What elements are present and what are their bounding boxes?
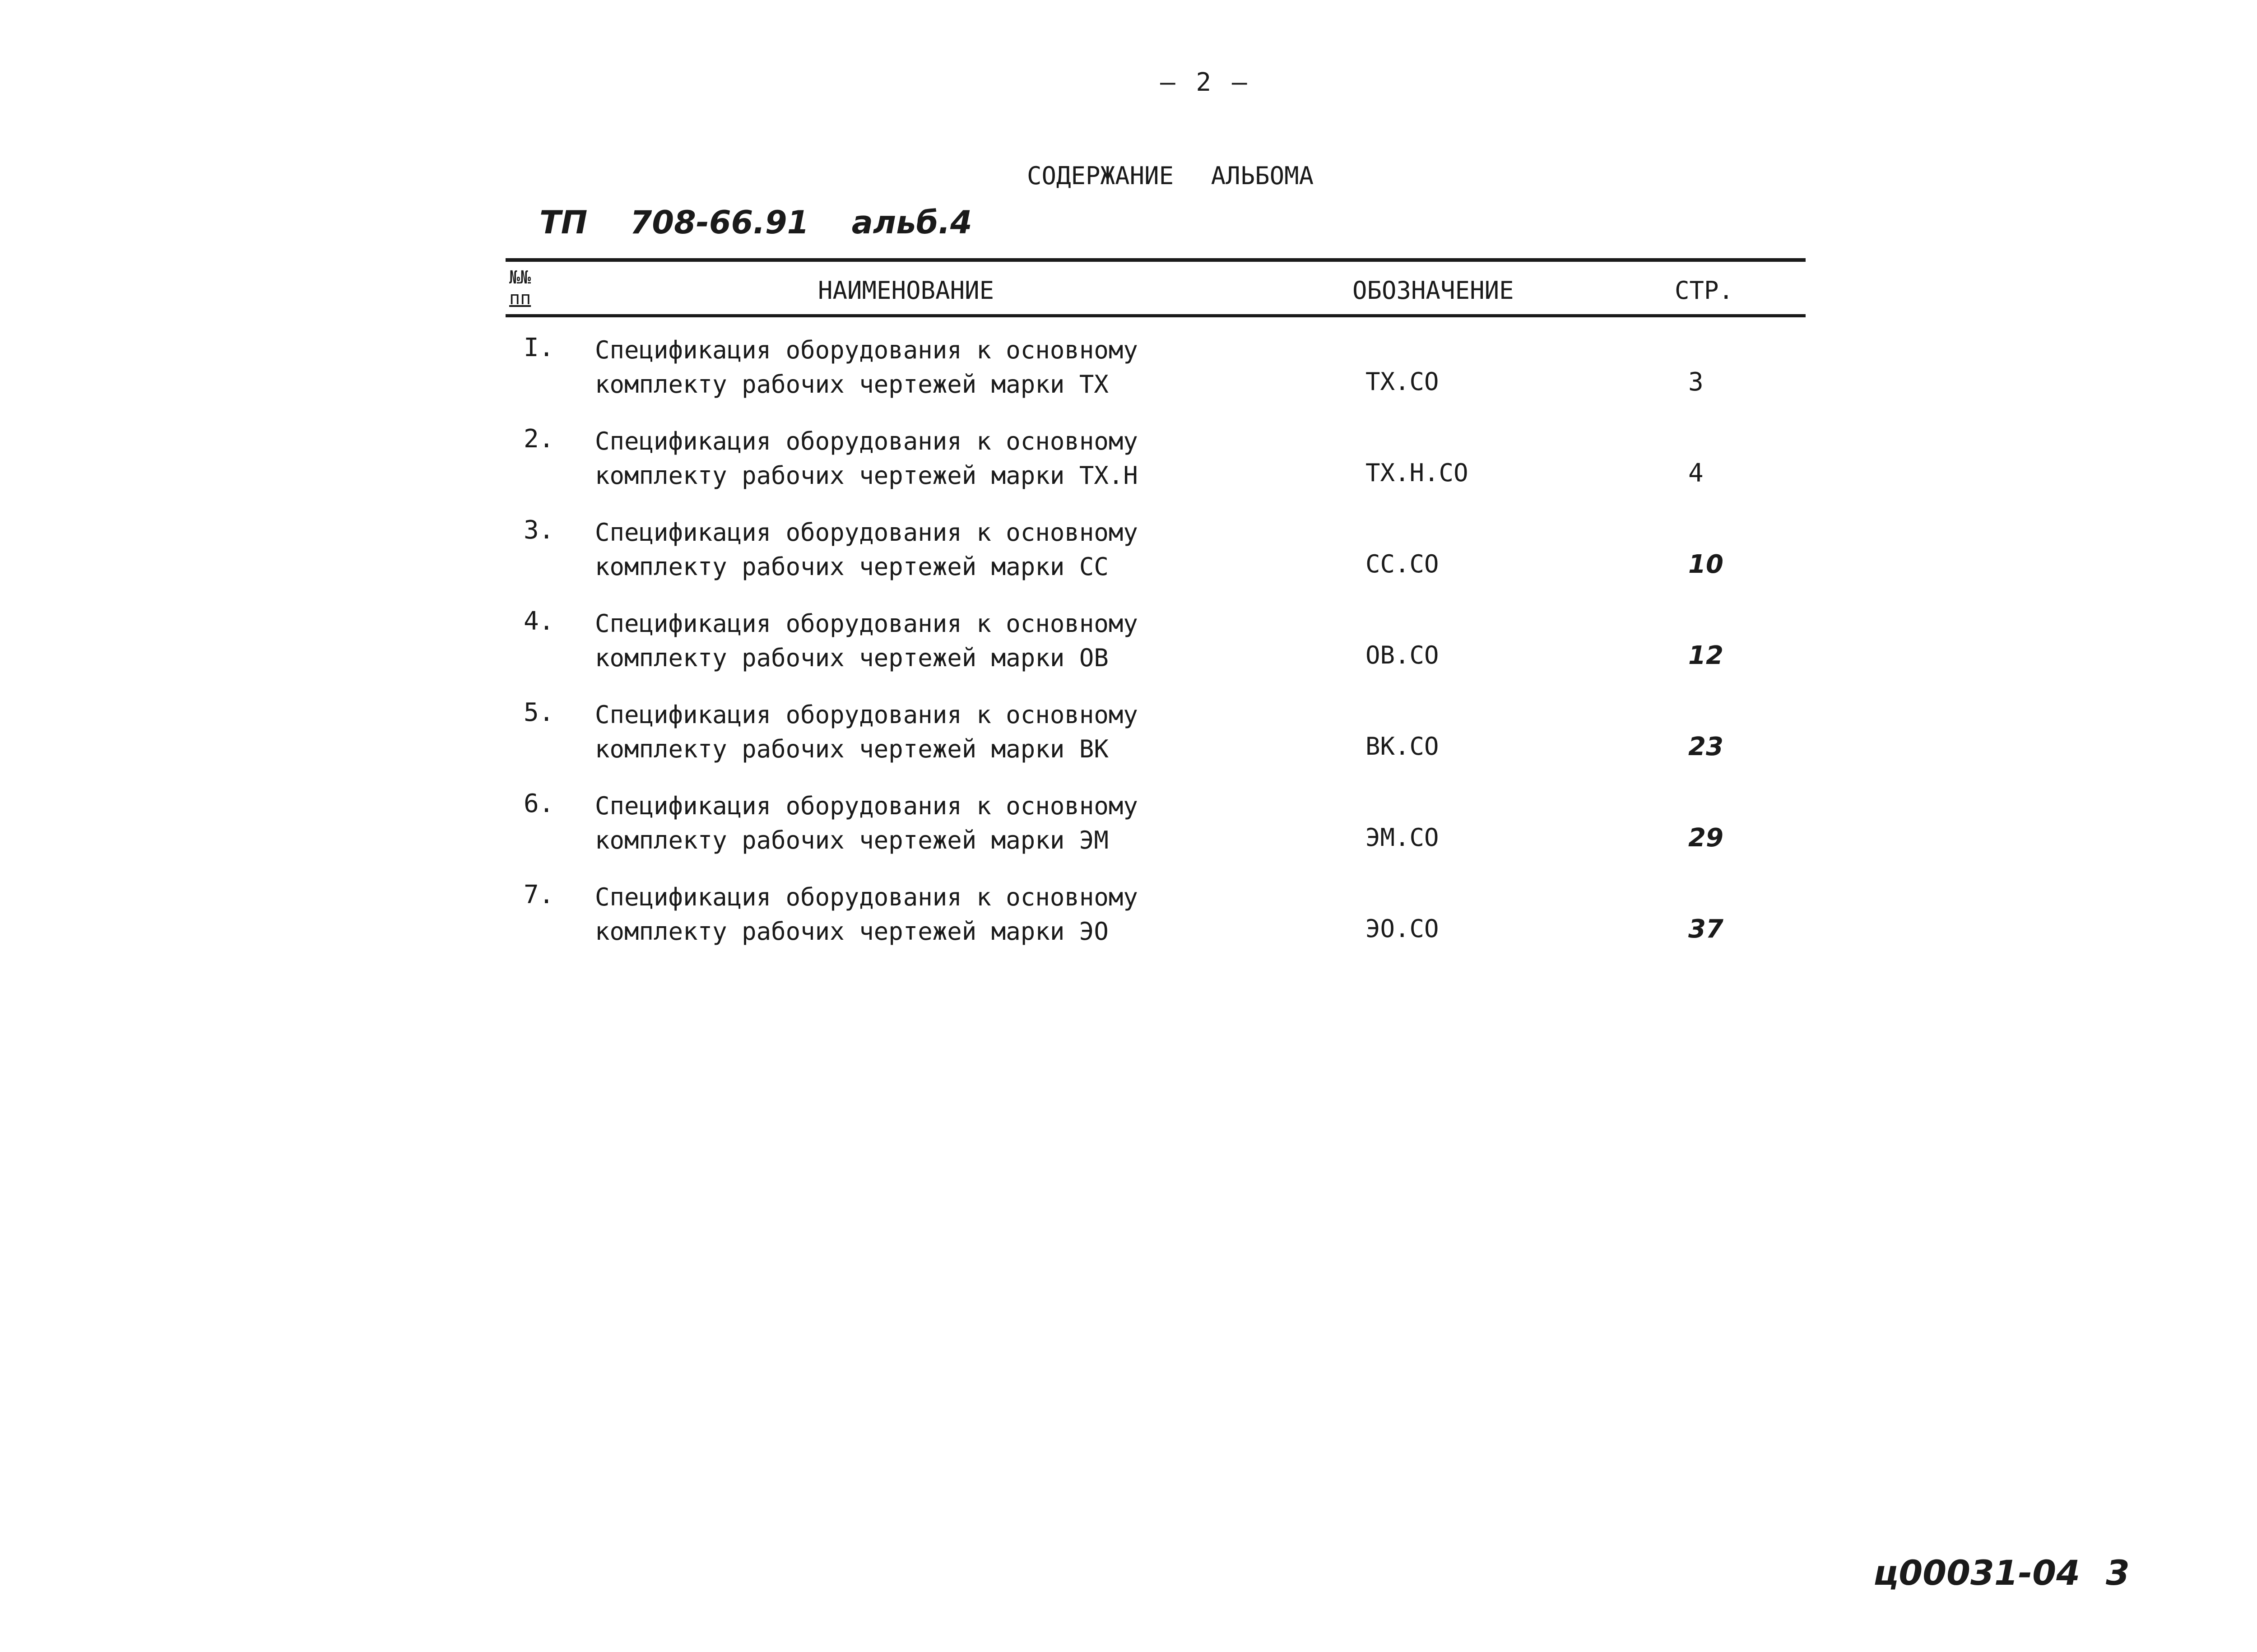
row-name-line1: Спецификация оборудования к основному xyxy=(595,427,1138,455)
table-row xyxy=(0,789,2257,861)
row-page: 29 xyxy=(1688,823,1723,853)
row-name xyxy=(595,880,1138,949)
sheet-number: 3 xyxy=(2106,1553,2130,1593)
column-header-name: НАИМЕНОВАНИЕ xyxy=(818,276,994,305)
page-number: – 2 – xyxy=(1160,68,1250,97)
column-header-number-line1: №№ xyxy=(509,267,531,288)
album-code-volume: альб.4 xyxy=(851,204,972,241)
row-code: ЭО.СО xyxy=(1365,914,1439,943)
row-name-line1: Спецификация оборудования к основному xyxy=(595,336,1138,364)
row-name-line2: комплекту рабочих чертежей марки ТХ xyxy=(595,370,1109,399)
table-row xyxy=(0,515,2257,588)
album-code-series: ТП xyxy=(539,204,588,241)
column-header-page: СТР. xyxy=(1675,276,1734,305)
row-name xyxy=(595,607,1138,675)
row-name-line1: Спецификация оборудования к основному xyxy=(595,883,1138,911)
row-page: 10 xyxy=(1688,550,1723,579)
row-name-line2: комплекту рабочих чертежей марки ЭО xyxy=(595,917,1109,946)
row-number: 4. xyxy=(524,607,554,636)
table-header-rule xyxy=(506,314,1806,317)
row-code: СС.СО xyxy=(1365,550,1439,578)
album-code-number: 708-66.91 xyxy=(630,204,809,241)
row-number: 2. xyxy=(524,424,554,454)
table-row xyxy=(0,607,2257,679)
row-code: ТХ.СО xyxy=(1365,367,1439,396)
row-name xyxy=(595,424,1138,493)
row-number: I. xyxy=(524,333,554,362)
row-name-line2: комплекту рабочих чертежей марки ОВ xyxy=(595,644,1109,672)
row-name-line1: Спецификация оборудования к основному xyxy=(595,701,1138,729)
row-number: 7. xyxy=(524,880,554,910)
album-code xyxy=(539,204,1004,241)
column-header-code: ОБОЗНАЧЕНИЕ xyxy=(1352,276,1514,305)
row-name-line1: Спецификация оборудования к основному xyxy=(595,609,1138,638)
row-number: 3. xyxy=(524,515,554,545)
row-page: 23 xyxy=(1688,732,1723,761)
row-name xyxy=(595,515,1138,584)
column-header-number xyxy=(509,267,531,309)
row-name-line2: комплекту рабочих чертежей марки ЭМ xyxy=(595,826,1109,854)
row-number: 5. xyxy=(524,698,554,727)
row-name-line2: комплекту рабочих чертежей марки ТХ.Н xyxy=(595,461,1138,490)
row-number: 6. xyxy=(524,789,554,818)
column-header-number-line2: пп xyxy=(509,288,531,309)
table-row xyxy=(0,698,2257,770)
row-name xyxy=(595,698,1138,766)
table-row xyxy=(0,424,2257,497)
row-page: 12 xyxy=(1688,641,1723,670)
row-code: ОВ.СО xyxy=(1365,641,1439,669)
row-name-line1: Спецификация оборудования к основному xyxy=(595,792,1138,820)
row-page: 3 xyxy=(1688,367,1704,397)
row-name xyxy=(595,333,1138,402)
row-code: ЭМ.СО xyxy=(1365,823,1439,852)
row-name-line2: комплекту рабочих чертежей марки ВК xyxy=(595,735,1109,763)
row-code: ТХ.Н.СО xyxy=(1365,459,1468,487)
row-name xyxy=(595,789,1138,858)
document-stamp: ц00031-04 xyxy=(1873,1553,2081,1593)
row-name-line1: Спецификация оборудования к основному xyxy=(595,518,1138,547)
table-row xyxy=(0,333,2257,405)
table-top-rule xyxy=(506,258,1806,262)
album-title: СОДЕРЖАНИЕ АЛЬБОМА xyxy=(1027,162,1314,190)
row-page: 37 xyxy=(1688,914,1723,944)
row-page: 4 xyxy=(1688,459,1704,488)
table-row xyxy=(0,880,2257,952)
row-name-line2: комплекту рабочих чертежей марки СС xyxy=(595,552,1109,581)
row-code: ВК.СО xyxy=(1365,732,1439,761)
